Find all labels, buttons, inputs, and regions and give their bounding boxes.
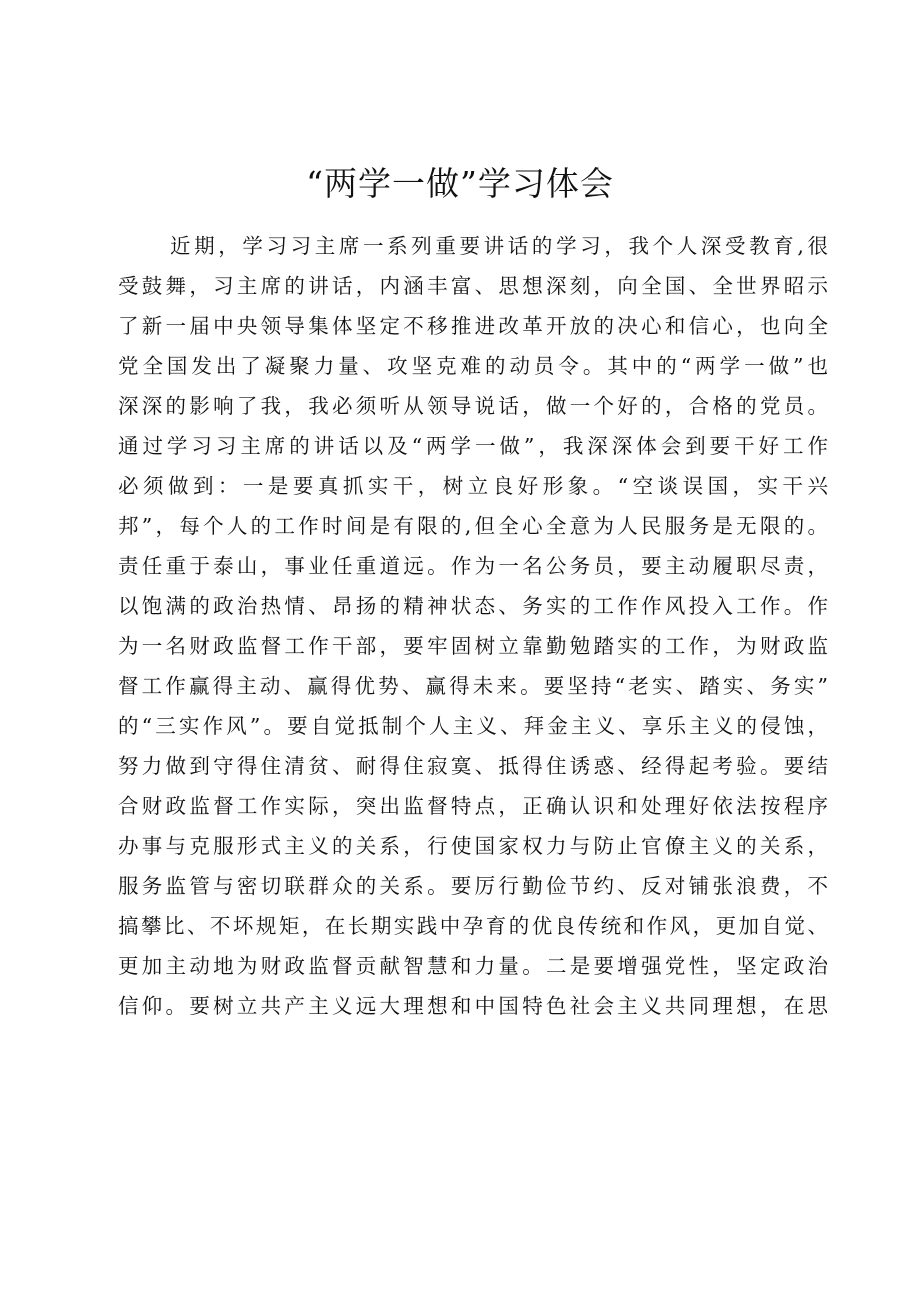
body-line: 搞攀比、不坏规矩，在长期实践中孕育的优良传统和作风，更加自觉、 [118,914,828,938]
body-line: 的“三实作风”。要自觉抵制个人主义、拜金主义、享乐主义的侵蚀， [118,714,828,738]
body-line: 必须做到：一是要真抓实干，树立良好形象。“空谈误国，实干兴 [118,474,828,498]
body-line: 邦”，每个人的工作时间是有限的,但全心全意为人民服务是无限的。 [118,514,828,538]
body-line: 更加主动地为财政监督贡献智慧和力量。二是要增强党性，坚定政治 [118,954,828,978]
body-line: 为一名财政监督工作干部，要牢固树立靠勤勉踏实的工作，为财政监 [118,634,828,658]
body-line: 服务监管与密切联群众的关系。要厉行勤俭节约、反对铺张浪费，不 [118,874,828,898]
body-line: 受鼓舞，习主席的讲话，内涵丰富、思想深刻，向全国、全世界昭示 [118,274,828,298]
body-line: 近期，学习习主席一系列重要讲话的学习，我个人深受教育,很 [170,234,828,258]
document-body [118,226,828,1026]
body-line: 督工作赢得主动、赢得优势、赢得未来。要坚持“老实、踏实、务实” [118,674,828,698]
body-line: 信仰。要树立共产主义远大理想和中国特色社会主义共同理想，在思 [118,994,828,1018]
body-line: 责任重于泰山，事业任重道远。作为一名公务员，要主动履职尽责， [118,554,828,578]
body-line: 办事与克服形式主义的关系，行使国家权力与防止官僚主义的关系， [118,834,828,858]
body-line: 党全国发出了凝聚力量、攻坚克难的动员令。其中的“两学一做”也 [118,354,828,378]
body-line: 努力做到守得住清贫、耐得住寂寞、抵得住诱惑、经得起考验。要结 [118,754,828,778]
document-title: “两学一做”学习体会 [306,164,614,203]
body-line: 合财政监督工作实际，突出监督特点，正确认识和处理好依法按程序 [118,794,828,818]
body-line: 以饱满的政治热情、昂扬的精神状态、务实的工作作风投入工作。作 [118,594,828,618]
body-line: 深深的影响了我，我必须听从领导说话，做一个好的，合格的党员。 [118,394,828,418]
body-line: 了新一届中央领导集体坚定不移推进改革开放的决心和信心，也向全 [118,314,828,338]
body-line: 通过学习习主席的讲话以及“两学一做”，我深深体会到要干好工作 [118,434,828,458]
